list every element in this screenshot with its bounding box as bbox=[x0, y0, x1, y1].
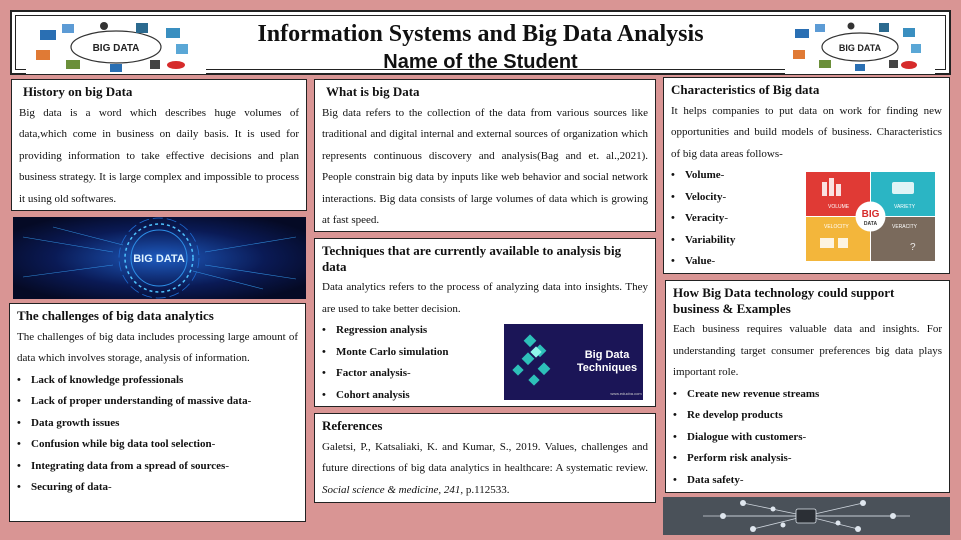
what-is-panel bbox=[314, 79, 656, 232]
svg-text:BIG DATA: BIG DATA bbox=[92, 43, 140, 54]
support-list bbox=[673, 384, 942, 492]
list-item: • Monte Carlo simulation bbox=[322, 342, 648, 364]
references-heading: References bbox=[322, 418, 383, 433]
svg-text:?: ? bbox=[910, 242, 916, 253]
challenges-panel bbox=[9, 303, 306, 522]
list-item: • Lack of proper understanding of massive data- bbox=[17, 391, 298, 413]
list-item: • Data growth issues bbox=[17, 413, 298, 435]
quadrant-veracity: VERACITY bbox=[892, 224, 918, 230]
big-data-image-text: BIG DATA bbox=[133, 253, 185, 265]
big-data-logo-right bbox=[785, 20, 935, 74]
list-item: • Create new revenue streams bbox=[673, 384, 942, 406]
title-banner-inner bbox=[15, 15, 946, 73]
quadrant-velocity: VELOCITY bbox=[824, 224, 849, 230]
history-panel bbox=[11, 79, 307, 211]
page-title: Information Systems and Big Data Analysis bbox=[257, 21, 704, 47]
svg-text:BIG DATA: BIG DATA bbox=[838, 43, 882, 53]
list-item: • Perform risk analysis- bbox=[673, 448, 942, 470]
list-item: • Variability bbox=[671, 230, 942, 252]
characteristics-image bbox=[806, 172, 935, 261]
list-item: • Integrating data from a spread of sources- bbox=[17, 456, 298, 478]
characteristics-body: It helps companies to put data on work for finding new opportunities and build models of business. Characteristics of big data areas follows- bbox=[671, 104, 942, 160]
what-is-heading: What is big Data bbox=[326, 84, 420, 99]
techniques-panel bbox=[314, 238, 656, 407]
references-body: Galetsi, P., Katsaliaki, K. and Kumar, S., 2019. Values, challenges and future directions of big data analytics in healthcare: A systematic review. Social science & medicine, 241, p.112533. bbox=[322, 440, 648, 496]
characteristics-panel bbox=[663, 77, 950, 274]
support-heading: How Big Data technology could support business & Examples bbox=[673, 285, 895, 316]
list-item: • Confusion while big data tool selection- bbox=[17, 434, 298, 456]
history-body: Big data is a word which describes huge volumes of data,which come in business on daily basis. It is used for providing information to take effective decisions and plan business strategy. It is large complex and impossible to process it using old softwares. bbox=[19, 106, 299, 205]
support-body: Each business requires valuable data and insights. For understanding target consumer preferences big data plays important role. bbox=[673, 323, 942, 379]
list-item: • Regression analysis bbox=[322, 320, 648, 342]
network-image bbox=[663, 497, 950, 535]
quadrant-variety: VARIETY bbox=[894, 204, 916, 210]
list-item: • Cohort analysis bbox=[322, 385, 648, 407]
list-item: • Dialogue with customers- bbox=[673, 427, 942, 449]
support-panel bbox=[665, 280, 950, 493]
challenges-list bbox=[17, 370, 298, 499]
list-item: • Value- bbox=[671, 251, 942, 273]
characteristics-heading: Characteristics of Big data bbox=[671, 82, 820, 97]
list-item: • Velocity- bbox=[671, 187, 942, 209]
list-item: • Veracity- bbox=[671, 208, 942, 230]
history-heading: History on big Data bbox=[23, 84, 133, 99]
list-item: • Data safety- bbox=[673, 470, 942, 492]
student-name: Name of the Student bbox=[383, 51, 578, 73]
title-banner bbox=[10, 10, 951, 75]
techniques-image-title-1: Big Data bbox=[584, 349, 630, 361]
characteristics-image-big: BIG bbox=[861, 209, 880, 220]
characteristics-image-data: DATA bbox=[863, 221, 878, 227]
what-is-body: Big data refers to the collection of the data from various sources like traditional and digital internal and external sources of organization which represents continuous discovery and analysis(Bag and et. al.,2021). People constrain big data by inputs like web behavior and social network interactions. Big data consists of large volumes of data which is growing at fast speed. bbox=[322, 106, 648, 227]
big-data-image bbox=[13, 217, 306, 299]
challenges-body: The challenges of big data includes processing large amount of data which involves storage, analysis of information. bbox=[17, 330, 298, 365]
list-item: • Securing of data- bbox=[17, 477, 298, 499]
techniques-image bbox=[504, 324, 643, 400]
challenges-heading: The challenges of big data analytics bbox=[17, 308, 214, 323]
techniques-image-caption: www.educba.com bbox=[610, 391, 642, 396]
techniques-image-title-2: Techniques bbox=[576, 362, 638, 374]
techniques-body: Data analytics refers to the process of analyzing data into insights. They are used to take better decision. bbox=[322, 281, 648, 315]
list-item: • Factor analysis- bbox=[322, 363, 648, 385]
list-item: • Lack of knowledge professionals bbox=[17, 370, 298, 392]
techniques-heading: Techniques that are currently available to analysis big data bbox=[322, 243, 622, 274]
references-panel bbox=[314, 413, 656, 503]
quadrant-volume: VOLUME bbox=[828, 204, 850, 210]
list-item: • Re develop products bbox=[673, 405, 942, 427]
list-item: • Volume- bbox=[671, 165, 942, 187]
